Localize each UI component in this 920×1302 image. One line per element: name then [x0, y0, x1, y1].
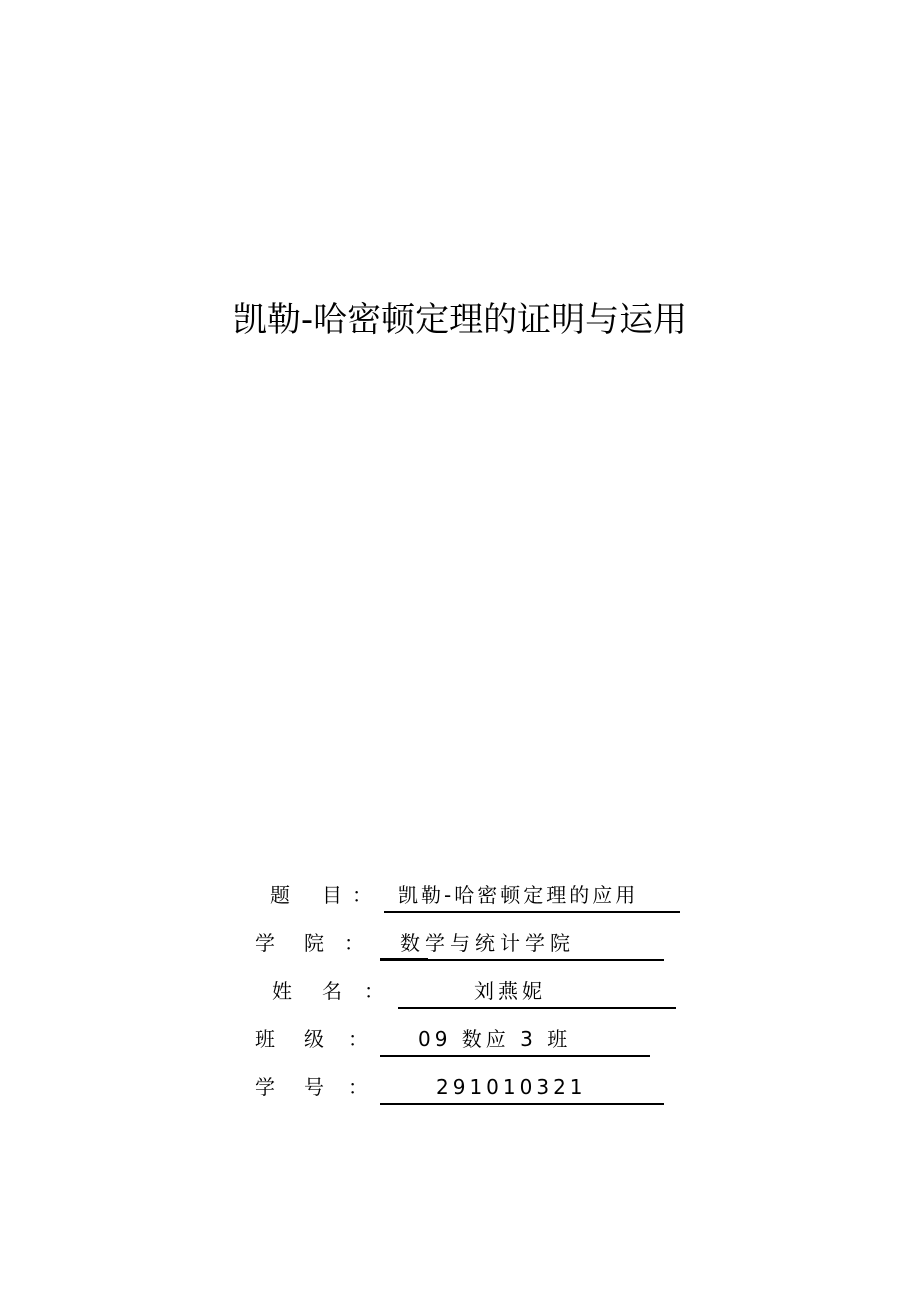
class-value-field	[380, 1022, 650, 1057]
class-label-char-1: 班	[255, 1027, 275, 1051]
class-label-char-2: 级	[304, 1027, 324, 1051]
student-id-colon: ：	[348, 1075, 368, 1099]
student-id-label-char-1: 学	[255, 1075, 275, 1099]
topic-colon: ：	[352, 883, 372, 907]
student-id-label-char-2: 号	[304, 1075, 324, 1099]
college-label-char-1: 学	[255, 931, 275, 955]
name-label-char-2: 名	[322, 979, 342, 1003]
name-value: 刘燕妮	[474, 979, 546, 1003]
student-id-value: 291010321	[436, 1075, 587, 1099]
info-row-name	[0, 974, 920, 1008]
class-value: 09 数应 3 班	[418, 1027, 572, 1051]
name-colon: ：	[364, 979, 384, 1003]
name-label-char-1: 姓	[272, 979, 292, 1003]
document-title: 凯勒-哈密顿定理的证明与运用	[232, 300, 688, 340]
student-id-value-field	[380, 1070, 664, 1105]
info-row-college	[0, 926, 920, 960]
college-colon: ：	[344, 931, 364, 955]
topic-label-char-1: 题	[270, 883, 290, 907]
college-label-char-2: 院	[304, 931, 324, 955]
info-row-topic	[0, 878, 920, 912]
topic-value: 凯勒-哈密顿定理的应用	[398, 883, 639, 907]
name-value-field	[398, 974, 676, 1009]
info-row-student-id	[0, 1070, 920, 1104]
college-mark-underline	[380, 958, 428, 959]
class-colon: ：	[348, 1027, 368, 1051]
college-value-field	[380, 926, 664, 961]
college-value: 数学与统计学院	[400, 931, 575, 955]
topic-label-char-2: 目	[322, 883, 342, 907]
topic-value-field	[384, 878, 680, 913]
info-row-class	[0, 1022, 920, 1056]
